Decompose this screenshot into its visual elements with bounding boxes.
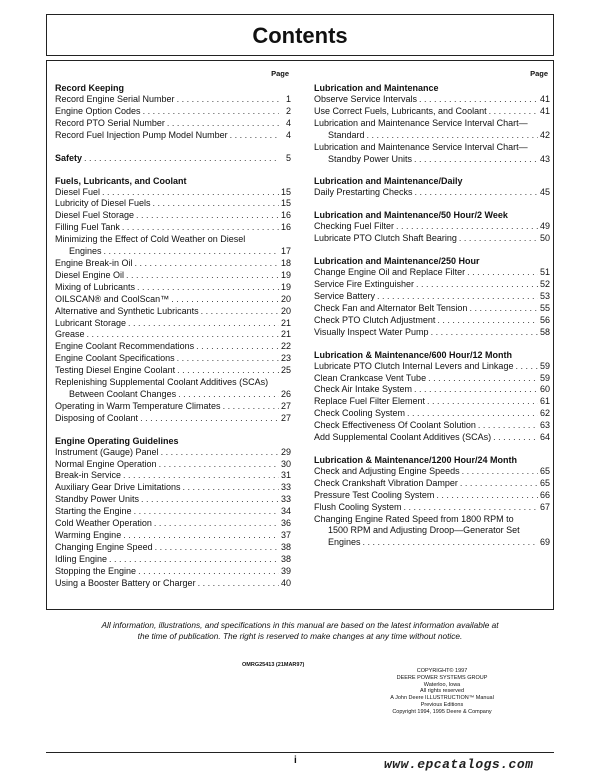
dot-leader (155, 542, 279, 554)
section-heading: Engine Operating Guidelines (55, 435, 179, 446)
toc-left-column (55, 69, 291, 590)
toc-entry-label: Standby Power Units (55, 494, 140, 505)
section-heading: Lubrication & Maintenance/600 Hour/12 Month (314, 349, 513, 360)
toc-entry-label: Check PTO Clutch Adjustment (314, 314, 436, 325)
dot-leader (416, 279, 538, 291)
toc-entry-label: Daily Prestarting Checks (314, 187, 413, 198)
dot-leader (469, 303, 538, 315)
toc-entry-page: 41 (539, 94, 550, 104)
toc-entry-label: Safety (55, 152, 83, 163)
toc-entry-page: 23 (280, 353, 291, 364)
toc-entry-label: Engine Coolant Recommendations (55, 341, 195, 352)
dot-leader (198, 578, 279, 590)
toc-entry-page: 27 (280, 412, 291, 423)
toc-entry-label: Lubricity of Diesel Fuels (55, 198, 151, 209)
dot-leader (478, 420, 538, 432)
toc-entry-label: Check Crankshaft Vibration Damper (314, 477, 458, 488)
toc-entry (55, 153, 291, 165)
dot-leader (154, 518, 279, 530)
toc-entry (55, 542, 291, 554)
toc-section (55, 83, 291, 142)
dot-leader (136, 210, 279, 222)
toc-entry (314, 432, 550, 444)
toc-entry (55, 341, 291, 353)
toc-entry-page: 27 (280, 400, 291, 411)
toc-entry-label: Testing Diesel Engine Coolant (55, 365, 176, 376)
toc-entry (55, 353, 291, 365)
toc-entry-label: Visually Inspect Water Pump (314, 326, 429, 337)
toc-entry-page: 15 (280, 186, 291, 197)
copyright-line: Waterloo, Iowa (423, 681, 461, 688)
toc-entry-page: 19 (280, 269, 291, 280)
toc-entry (314, 384, 550, 396)
toc-entry (55, 294, 291, 306)
dot-leader (171, 294, 279, 306)
toc-entry (314, 130, 550, 142)
dot-leader (462, 466, 538, 478)
toc-entry-page: 18 (280, 257, 291, 268)
dot-leader (419, 94, 538, 106)
toc-entry-label: Engine Option Codes (55, 105, 141, 116)
toc-entry-page: 31 (280, 470, 291, 481)
toc-entry-page: 4 (285, 129, 291, 140)
copyright-line: Copyright 1994, 1995 Deere & Company (392, 708, 492, 715)
toc-entry-page: 38 (280, 541, 291, 552)
toc-entry-label: Replace Fuel Filter Element (314, 396, 426, 407)
toc-entry (314, 373, 550, 385)
toc-entry-label: Operating in Warm Temperature Climates (55, 400, 221, 411)
dot-leader (178, 389, 279, 401)
toc-entry (55, 401, 291, 413)
dot-leader (414, 154, 538, 166)
section-heading: Lubrication and Maintenance/50 Hour/2 Week (314, 210, 508, 221)
section-heading: Lubrication & Maintenance/1200 Hour/24 Month (314, 454, 518, 465)
toc-section (55, 153, 291, 165)
copyright-block (372, 668, 512, 716)
table-of-contents (46, 60, 554, 610)
dot-leader (109, 554, 279, 566)
toc-entry (55, 413, 291, 425)
disclaimer-notice: All information, illustrations, and specifications in this manual are based on the latest information available at the time of publication. The right is reserved to make changes at any time without notice. (101, 620, 499, 641)
dot-leader (404, 502, 538, 514)
toc-entry (55, 187, 291, 199)
copyright-line: Previous Editions (420, 701, 464, 708)
toc-entry (55, 318, 291, 330)
toc-entry-page: 25 (280, 365, 291, 376)
toc-entry (55, 554, 291, 566)
toc-entry (55, 94, 291, 106)
dot-leader (431, 327, 538, 339)
toc-entry (314, 279, 550, 291)
toc-entry-label: Normal Engine Operation (55, 458, 157, 469)
toc-entry-label: Lubricant Storage (55, 317, 127, 328)
toc-entry-label: Mixing of Lubricants (55, 281, 136, 292)
toc-entry-label: Grease (55, 329, 85, 340)
toc-entry-page: 64 (539, 432, 550, 443)
toc-entry-label: Break-in Service (55, 470, 122, 481)
toc-entry-page: 33 (280, 482, 291, 493)
toc-entry (55, 198, 291, 210)
toc-entry (314, 478, 550, 490)
toc-entry-page: 15 (280, 198, 291, 209)
toc-entry-label: Checking Fuel Filter (314, 221, 395, 232)
toc-entry (55, 578, 291, 590)
toc-section (55, 436, 291, 590)
toc-entry (55, 566, 291, 578)
dot-leader (223, 401, 279, 413)
toc-entry (314, 490, 550, 502)
toc-entry-label: Auxiliary Gear Drive Limitations (55, 482, 181, 493)
dot-leader (128, 318, 279, 330)
copyright-line: COPYRIGHT© 1997 (416, 668, 468, 674)
toc-entry-label: Lubricate PTO Clutch Shaft Bearing (314, 233, 457, 244)
toc-entry-page: 37 (280, 530, 291, 540)
toc-entry (55, 270, 291, 282)
toc-entry-label: Lubrication and Maintenance Service Interval Chart— (314, 141, 528, 152)
dot-leader (201, 306, 279, 318)
toc-entry (314, 221, 550, 233)
toc-entry-page: 42 (539, 129, 550, 140)
toc-entry-page: 19 (280, 281, 291, 292)
toc-entry-page: 36 (280, 518, 291, 529)
dot-leader (123, 530, 279, 542)
toc-entry (55, 118, 291, 130)
toc-entry (55, 470, 291, 482)
dot-leader (230, 130, 279, 142)
footer-divider (46, 752, 554, 753)
toc-entry-page: 65 (539, 477, 550, 488)
dot-leader (153, 198, 279, 210)
toc-entry-label: Clean Crankcase Vent Tube (314, 372, 427, 383)
dot-leader (140, 413, 279, 425)
dot-leader (460, 478, 538, 490)
toc-entry-page: 43 (539, 153, 550, 164)
toc-entry (314, 303, 550, 315)
dot-leader (177, 365, 279, 377)
toc-entry-page: 59 (539, 360, 550, 371)
toc-entry (314, 420, 550, 432)
dot-leader (141, 494, 279, 506)
section-heading: Lubrication and Maintenance/250 Hour (314, 256, 480, 267)
toc-entry-page: 66 (539, 489, 550, 500)
dot-leader (493, 432, 538, 444)
toc-section (314, 350, 550, 444)
toc-entry-page: 21 (280, 329, 291, 340)
toc-entry-label: Observe Service Intervals (314, 94, 418, 104)
dot-leader (467, 267, 538, 279)
toc-entry-label: Service Fire Extinguisher (314, 279, 415, 290)
toc-entry-page: 41 (539, 105, 550, 116)
toc-entry-label: Replenishing Supplemental Coolant Additives (SCAs) (55, 377, 269, 388)
toc-entry (314, 327, 550, 339)
dot-leader (437, 315, 538, 327)
toc-entry (55, 329, 291, 341)
toc-entry (55, 210, 291, 222)
dot-leader (137, 282, 279, 294)
dot-leader (183, 482, 279, 494)
toc-section (314, 455, 550, 549)
dot-leader (415, 187, 538, 199)
toc-entry-label: Warming Engine (55, 530, 122, 540)
dot-leader (167, 118, 279, 130)
toc-entry-page: 30 (280, 458, 291, 469)
dot-leader (134, 506, 279, 518)
toc-section (314, 176, 550, 199)
toc-entry-page: 26 (280, 388, 291, 399)
toc-entry (314, 154, 550, 166)
toc-entry-page: 4 (285, 117, 291, 128)
toc-section (314, 210, 550, 245)
dot-leader (489, 106, 538, 118)
toc-entry-page: 20 (280, 305, 291, 316)
toc-entry-page: 61 (539, 396, 550, 407)
page-number: i (294, 755, 297, 766)
toc-entry-page: 2 (285, 105, 291, 116)
toc-entry (314, 94, 550, 106)
toc-entry-label: Using a Booster Battery or Charger (55, 577, 196, 588)
dot-leader (84, 153, 279, 165)
dot-leader (104, 246, 279, 258)
toc-entry (55, 389, 291, 401)
toc-entry-page: 45 (539, 187, 550, 198)
toc-entry-page: 20 (280, 293, 291, 304)
toc-entry-label: Use Correct Fuels, Lubricants, and Coolant (314, 105, 487, 116)
toc-entry-label: Check Fan and Alternator Belt Tension (314, 302, 468, 313)
toc-entry (314, 187, 550, 199)
section-heading: Lubrication and Maintenance (314, 83, 439, 93)
toc-entry-page: 55 (539, 302, 550, 313)
dot-leader (436, 490, 538, 502)
toc-entry-page: 49 (539, 221, 550, 232)
toc-entry (55, 282, 291, 294)
toc-entry-page: 52 (539, 279, 550, 290)
toc-entry-label-continued: Between Coolant Changes (69, 388, 177, 399)
toc-entry-label: Check and Adjusting Engine Speeds (314, 465, 460, 476)
toc-entry-label: Record Engine Serial Number (55, 94, 175, 104)
toc-entry (314, 537, 550, 549)
toc-entry-label: Record PTO Serial Number (55, 117, 165, 128)
toc-entry (55, 482, 291, 494)
toc-entry-label: Add Supplemental Coolant Additives (SCAs) (314, 432, 492, 443)
toc-entry-label: Minimizing the Effect of Cold Weather on Diesel (55, 234, 246, 245)
toc-entry-label-continued: Standby Power Units (328, 153, 413, 164)
toc-entry (314, 267, 550, 279)
dot-leader (407, 408, 538, 420)
toc-entry-label: Stopping the Engine (55, 565, 137, 576)
toc-entry-label: Check Air Intake System (314, 384, 413, 395)
toc-entry-page: 62 (539, 408, 550, 419)
dot-leader (427, 396, 538, 408)
toc-entry (314, 466, 550, 478)
toc-section (314, 256, 550, 338)
toc-entry-page: 69 (539, 537, 550, 548)
toc-entry-label: Service Battery (314, 290, 376, 301)
toc-entry-label: Record Fuel Injection Pump Model Number (55, 129, 228, 140)
toc-entry (55, 530, 291, 542)
toc-entry-page: 16 (280, 222, 291, 233)
copyright-line: DEERE POWER SYSTEMS GROUP (396, 674, 488, 681)
dot-leader (459, 233, 538, 245)
toc-entry (314, 408, 550, 420)
toc-entry (55, 258, 291, 270)
toc-entry-page: 63 (539, 420, 550, 431)
toc-entry-label: Disposing of Coolant (55, 412, 139, 423)
toc-entry-page: 40 (280, 577, 291, 588)
toc-entry (55, 365, 291, 377)
toc-entry (314, 315, 550, 327)
toc-entry-page: 5 (285, 152, 291, 163)
toc-entry-label: Changing Engine Rated Speed from 1800 RPM to (314, 513, 514, 524)
toc-section (314, 83, 550, 165)
dot-leader (196, 341, 279, 353)
toc-entry-label: Filling Fuel Tank (55, 222, 120, 233)
toc-entry-page: 34 (280, 506, 291, 517)
dot-leader (161, 447, 279, 459)
dot-leader (102, 187, 279, 199)
toc-entry-page: 60 (539, 384, 550, 395)
toc-entry-label: Lubrication and Maintenance Service Interval Chart— (314, 117, 528, 128)
toc-entry-page: 53 (539, 290, 550, 301)
toc-entry (55, 246, 291, 258)
dot-leader (414, 384, 538, 396)
toc-entry-label: Idling Engine (55, 553, 108, 564)
copyright-line: All rights reserved (419, 688, 465, 695)
toc-entry-label: Instrument (Gauge) Panel (55, 446, 159, 457)
toc-entry-label: Change Engine Oil and Replace Filter (314, 267, 466, 278)
toc-entry (314, 502, 550, 514)
section-heading: Lubrication and Maintenance/Daily (314, 176, 463, 187)
toc-entry-label: Cold Weather Operation (55, 518, 152, 529)
toc-entry (55, 306, 291, 318)
toc-entry (55, 447, 291, 459)
toc-entry-page: 39 (280, 565, 291, 576)
dot-leader (123, 470, 279, 482)
page-column-header: Page (271, 69, 289, 78)
toc-entry-label: Changing Engine Speed (55, 541, 153, 552)
toc-entry-page: 38 (280, 553, 291, 564)
dot-leader (396, 221, 538, 233)
toc-entry (55, 518, 291, 530)
dot-leader (143, 106, 279, 118)
toc-entry (55, 506, 291, 518)
section-heading: Record Keeping (55, 83, 125, 93)
toc-entry-label-continued: Standard (328, 129, 365, 140)
toc-entry-label-continued: Engines (328, 537, 361, 548)
toc-entry-page: 65 (539, 465, 550, 476)
toc-entry-page: 59 (539, 372, 550, 383)
dot-leader (363, 537, 538, 549)
toc-entry-page: 17 (280, 246, 291, 257)
toc-entry-page: 22 (280, 341, 291, 352)
toc-entry (55, 222, 291, 234)
toc-entry (314, 396, 550, 408)
toc-entry (55, 494, 291, 506)
toc-entry (55, 130, 291, 142)
toc-entry-page: 56 (539, 314, 550, 325)
toc-entry-page: 67 (539, 501, 550, 512)
publication-code: OMRG25413 (21MAR97) (242, 662, 305, 668)
toc-section (55, 176, 291, 425)
dot-leader (177, 353, 279, 365)
toc-entry-page: 33 (280, 494, 291, 505)
toc-right-column (314, 69, 550, 549)
toc-entry (314, 291, 550, 303)
copyright-line: A John Deere ILLUSTRUCTION™ Manual (390, 695, 494, 702)
toc-entry-label: Diesel Fuel Storage (55, 210, 135, 221)
dot-leader (177, 94, 279, 106)
toc-entry-label: Engine Coolant Specifications (55, 353, 175, 364)
dot-leader (159, 459, 279, 471)
toc-entry-label: Flush Cooling System (314, 501, 402, 512)
toc-entry-label: Check Cooling System (314, 408, 406, 419)
toc-entry-page: 16 (280, 210, 291, 221)
dot-leader (377, 291, 538, 303)
toc-entry (314, 361, 550, 373)
toc-entry-label: Engine Break-in Oil (55, 257, 133, 268)
toc-entry (55, 106, 291, 118)
toc-entry-label: Starting the Engine (55, 506, 132, 517)
dot-leader (515, 361, 538, 373)
dot-leader (87, 329, 279, 341)
toc-entry-label: Check Effectiveness Of Coolant Solution (314, 420, 476, 431)
toc-entry (55, 459, 291, 471)
toc-entry-page: 50 (539, 233, 550, 244)
toc-entry-page: 1 (285, 94, 291, 104)
toc-entry-label: Diesel Fuel (55, 186, 101, 197)
section-heading: Fuels, Lubricants, and Coolant (55, 175, 187, 186)
watermark-url: www.epcatalogs.com (384, 757, 534, 772)
toc-entry-label: Diesel Engine Oil (55, 269, 125, 280)
toc-entry-page: 51 (539, 267, 550, 278)
toc-entry-label: Lubricate PTO Clutch Internal Levers and Linkage (314, 360, 514, 371)
toc-entry-page: 21 (280, 317, 291, 328)
dot-leader (428, 373, 538, 385)
dot-leader (122, 222, 279, 234)
toc-entry-label: OILSCAN® and CoolScan™ (55, 293, 170, 304)
page-column-header: Page (530, 69, 548, 78)
dot-leader (138, 566, 279, 578)
toc-entry-label: Pressure Test Cooling System (314, 489, 435, 500)
toc-entry-page: 29 (280, 446, 291, 457)
toc-entry (314, 106, 550, 118)
toc-entry-label: Alternative and Synthetic Lubricants (55, 305, 199, 316)
dot-leader (135, 258, 279, 270)
page-title: Contents (46, 14, 554, 56)
dot-leader (126, 270, 279, 282)
toc-entry (314, 233, 550, 245)
toc-entry-label-continued: 1500 RPM and Adjusting Droop—Generator Set (328, 525, 520, 536)
toc-entry-label-continued: Engines (69, 246, 102, 257)
toc-entry-page: 58 (539, 326, 550, 337)
dot-leader (367, 130, 538, 142)
